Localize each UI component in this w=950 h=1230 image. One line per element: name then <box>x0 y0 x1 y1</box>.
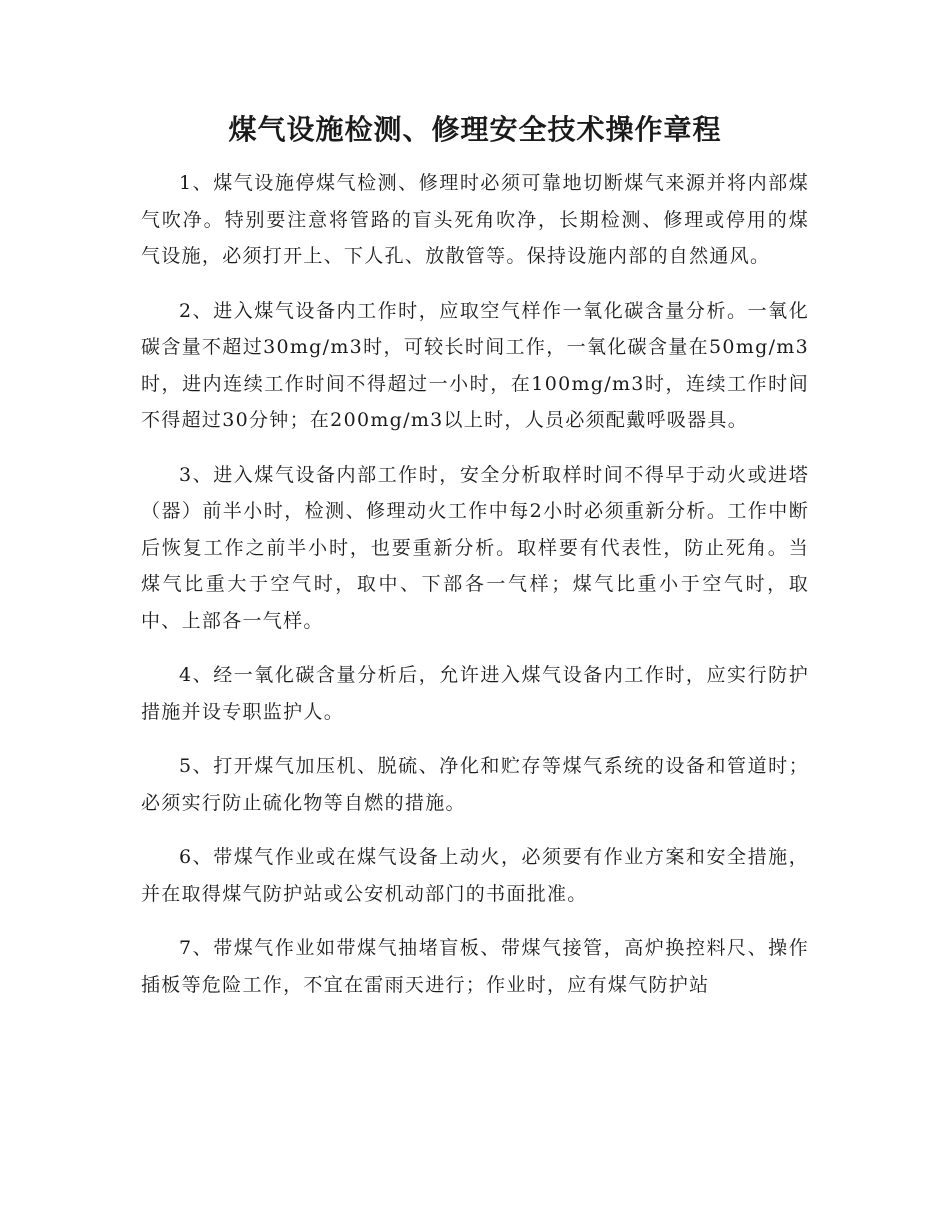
paragraph-1: 1、煤气设施停煤气检测、修理时必须可靠地切断煤气来源并将内部煤气吹净。特别要注意将管路的盲头死角吹净，长期检测、修理或停用的煤气设施，必须打开上、下人孔、放散管等。保持设施内部的自然通风。 <box>141 172 809 267</box>
paragraph-2: 2、进入煤气设备内工作时，应取空气样作一氧化碳含量分析。一氧化碳含量不超过30mg/m3时，可较长时间工作，一氧化碳含量在50mg/m3时，进内连续工作时间不得超过一小时，在100mg/m3时，连续工作时间不得超过30分钟；在200mg/m3以上时，人员必须配戴呼吸器具。 <box>141 299 809 431</box>
paragraph-4: 4、经一氧化碳含量分析后，允许进入煤气设备内工作时，应实行防护措施并设专职监护人。 <box>141 664 809 723</box>
paragraph-6: 6、带煤气作业或在煤气设备上动火，必须要有作业方案和安全措施，并在取得煤气防护站或公安机动部门的书面批准。 <box>141 846 809 905</box>
document-body <box>141 165 809 1021</box>
paragraph-3: 3、进入煤气设备内部工作时，安全分析取样时间不得早于动火或进塔（器）前半小时，检测、修理动火工作中每2小时必须重新分析。工作中断后恢复工作之前半小时，也要重新分析。取样要有代表性，防止死角。当煤气比重大于空气时，取中、下部各一气样；煤气比重小于空气时，取中、上部各一气样。 <box>141 463 809 632</box>
paragraph-7: 7、带煤气作业如带煤气抽堵盲板、带煤气接管，高炉换控料尺、操作插板等危险工作，不宜在雷雨天进行；作业时，应有煤气防护站 <box>141 937 809 996</box>
paragraph-5: 5、打开煤气加压机、脱硫、净化和贮存等煤气系统的设备和管道时；必须实行防止硫化物等自燃的措施。 <box>141 755 809 814</box>
document-title: 煤气设施检测、修理安全技术操作章程 <box>228 113 722 146</box>
